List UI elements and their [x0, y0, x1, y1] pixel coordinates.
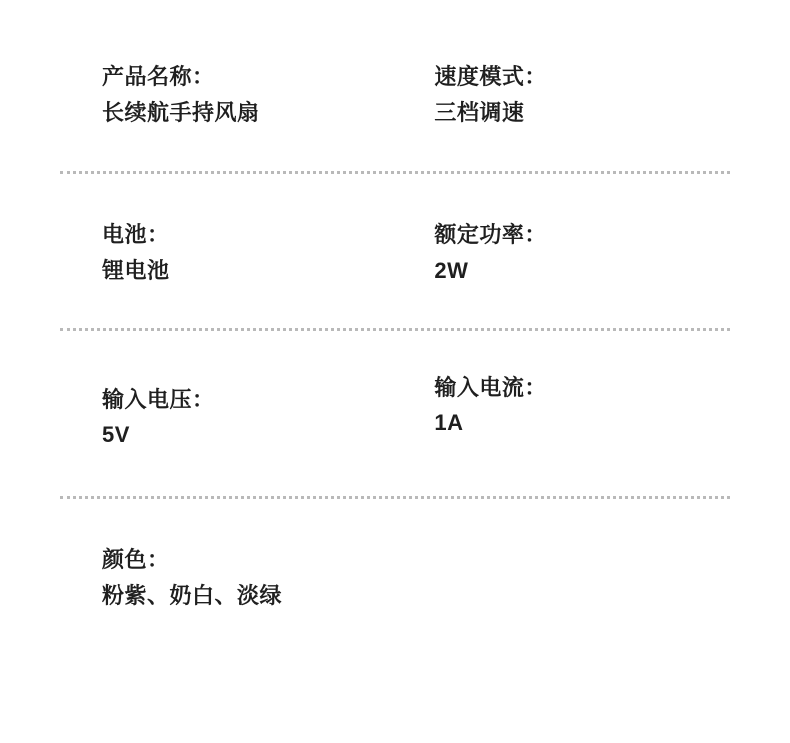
spec-cell-product-name	[60, 62, 434, 127]
spec-label-product-name: 产品名称：	[102, 64, 215, 89]
spec-label-speed-mode: 速度模式：	[434, 64, 547, 89]
spec-cell-rated-power	[434, 220, 730, 285]
spec-value-battery: 锂电池	[102, 258, 170, 284]
spacer	[60, 331, 730, 379]
spec-group-2	[60, 220, 730, 285]
spec-value-speed-mode: 三档调速	[434, 99, 525, 125]
spacer	[60, 499, 730, 545]
spec-row	[60, 374, 730, 450]
spec-value-rated-power: 2W	[434, 258, 469, 284]
spec-value-color: 粉紫、奶白、淡绿	[102, 582, 283, 608]
spec-value-input-current: 1A	[434, 410, 464, 436]
spacer	[60, 127, 730, 171]
spec-group-4	[60, 545, 730, 610]
spec-row	[60, 62, 730, 127]
spacer	[60, 174, 730, 220]
spacer	[60, 286, 730, 328]
spec-label-battery: 电池：	[102, 222, 170, 248]
spec-label-rated-power: 额定功率：	[434, 222, 547, 248]
spec-cell-battery	[60, 220, 434, 285]
spec-value-input-voltage: 5V	[102, 422, 130, 448]
spec-cell-speed-mode	[434, 62, 730, 127]
spec-label-color: 颜色：	[102, 547, 170, 573]
spec-label-input-voltage: 输入电压：	[102, 386, 215, 412]
spec-label-input-current: 输入电流：	[434, 374, 547, 400]
spacer	[60, 450, 730, 496]
spec-cell-input-voltage	[60, 385, 434, 450]
spec-group-1	[60, 48, 730, 127]
spec-group-3	[60, 374, 730, 450]
spec-cell-input-current	[434, 373, 730, 438]
spec-value-product-name: 长续航手持风扇	[102, 99, 260, 125]
spec-row	[60, 545, 730, 610]
spec-cell-color	[60, 545, 434, 610]
spec-row	[60, 220, 730, 285]
